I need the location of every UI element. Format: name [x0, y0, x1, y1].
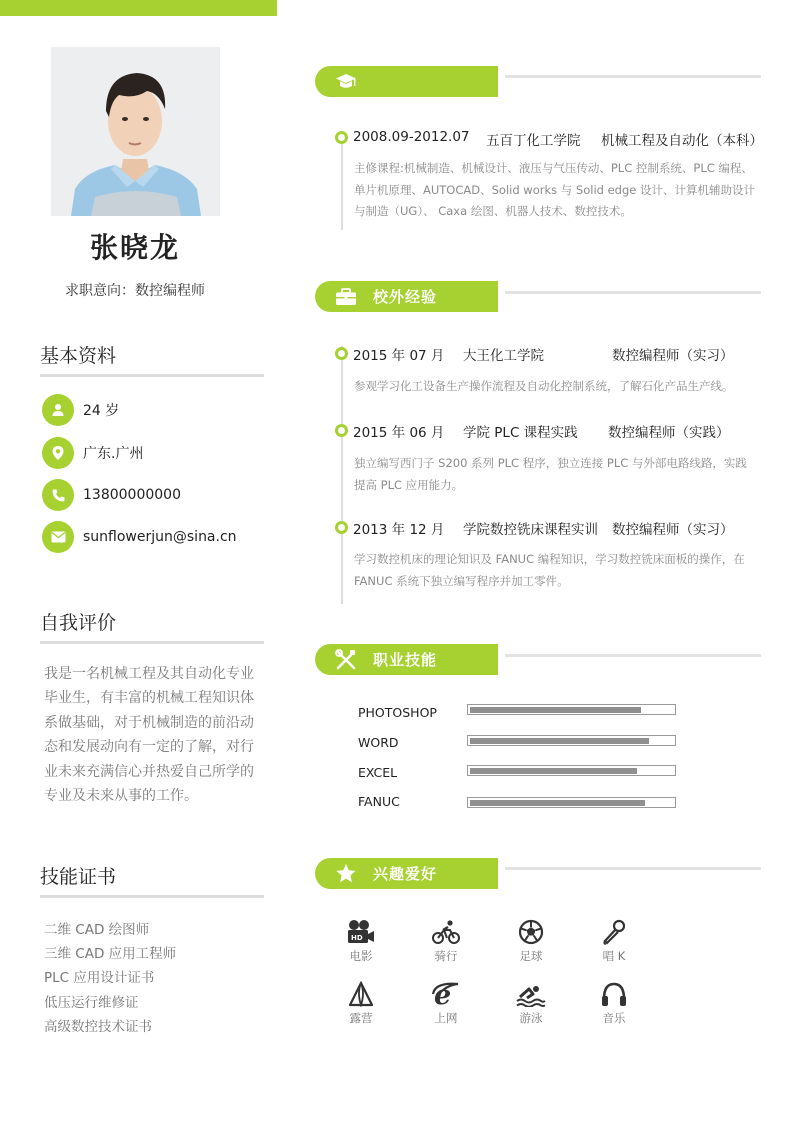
job-intention-value: 数控编程师 — [135, 283, 205, 299]
bicycle-icon — [421, 915, 471, 945]
hobby-label: 音乐 — [602, 1011, 626, 1025]
skills-section-line — [505, 654, 761, 657]
hobby-label: 唱 K — [602, 949, 626, 963]
info-phone — [42, 479, 181, 511]
hobby-label: 露营 — [349, 1011, 373, 1025]
top-accent-bar — [0, 0, 277, 16]
certificates-heading: 技能证书 — [40, 862, 264, 898]
briefcase-icon — [331, 284, 361, 310]
self-eval-text: 我是一名机械工程及其自动化专业毕业生，有丰富的机械工程知识体系做基础，对于机械制造的前沿动态和发展动向有一定的了解，对行业未来充满信心并热爱自己所学的专业及未来从事的工作。 — [44, 666, 254, 805]
certificate-list — [44, 918, 176, 1039]
experience-org: 大王化工学院 — [463, 348, 544, 364]
hobby-label: 上网 — [434, 1011, 458, 1025]
person-icon — [42, 394, 74, 426]
star-icon — [331, 861, 361, 887]
education-major: 机械工程及自动化（本科） — [601, 133, 763, 149]
skill-bar-fill — [470, 768, 637, 774]
skill-bar-fill — [470, 707, 641, 713]
experience-description: 独立编写西门子 S200 系列 PLC 程序，独立连接 PLC 与外部电路线路，实践提高 PLC 应用能力。 — [354, 456, 747, 492]
job-intention — [0, 280, 270, 300]
svg-text:e: e — [434, 981, 452, 1007]
hobby-item — [589, 977, 639, 1026]
education-description: 主修课程:机械制造、机械设计、液压与气压传动、PLC 控制系统、PLC 编程、单片机原理、AUTOCAD、Solid works 与 Solid edge 设计、计算机辅助设计与制造（UG）、 Caxa 绘图、机器人技术、数控技术。 — [354, 161, 756, 218]
skill-name: FANUC — [358, 794, 400, 809]
skill-bar — [467, 704, 676, 715]
hobbies-section-line — [505, 867, 761, 870]
movie-camera-icon — [336, 915, 386, 945]
info-email — [42, 521, 237, 553]
headphones-icon — [589, 977, 639, 1007]
experience-date: 2015 年 06 月 — [353, 425, 445, 441]
hobby-item — [336, 915, 386, 964]
experience-org: 学院 PLC 课程实践 — [463, 425, 578, 441]
hobby-item — [336, 977, 386, 1026]
experience-timeline — [341, 346, 343, 604]
skills-section-title: 职业技能 — [373, 651, 438, 669]
education-timeline — [341, 131, 343, 230]
experience-date: 2013 年 12 月 — [353, 522, 445, 538]
hobby-label: 足球 — [519, 949, 543, 963]
experience-role: 数控编程师（实习） — [612, 348, 734, 364]
hobby-label: 骑行 — [434, 949, 458, 963]
certificate-item: PLC 应用设计证书 — [44, 970, 155, 987]
skill-bar — [467, 735, 676, 746]
mail-icon — [42, 521, 74, 553]
self-eval-heading: 自我评价 — [40, 608, 264, 644]
skills-section-tab — [315, 644, 498, 675]
profile-photo — [51, 47, 220, 216]
certificate-item: 三维 CAD 应用工程师 — [44, 946, 177, 963]
hobbies-section-title: 兴趣爱好 — [373, 865, 438, 883]
candidate-name: 张晓龙 — [89, 231, 180, 264]
phone-icon — [42, 479, 74, 511]
info-email-text: sunflowerjun@sina.cn — [83, 529, 237, 545]
tools-icon — [331, 647, 361, 673]
experience-description: 参观学习化工设备生产操作流程及自动化控制系统，了解石化产品生产线。 — [354, 379, 734, 393]
experience-date: 2015 年 07 月 — [353, 348, 445, 364]
timeline-dot — [335, 521, 348, 534]
hobbies-section-tab — [315, 858, 498, 889]
certificate-item: 高级数控技术证书 — [44, 1018, 152, 1035]
skill-name: WORD — [358, 735, 399, 750]
hobby-item — [421, 977, 471, 1026]
experience-section-title: 校外经验 — [373, 288, 438, 306]
swimmer-icon — [506, 977, 556, 1007]
skill-bar-fill — [470, 800, 645, 806]
job-intention-label: 求职意向： — [65, 283, 135, 299]
graduation-cap-icon — [331, 69, 361, 95]
skill-bar-fill — [470, 738, 650, 744]
location-pin-icon — [42, 437, 74, 469]
profile-photo-illustration — [51, 47, 220, 216]
certificate-item: 低压运行维修证 — [44, 994, 139, 1011]
skill-name: EXCEL — [358, 765, 398, 780]
education-section-tab — [315, 66, 498, 97]
education-school: 五百丁化工学院 — [486, 133, 581, 149]
hobby-item — [506, 915, 556, 964]
education-section-line — [505, 75, 761, 78]
hobby-item — [421, 915, 471, 964]
hobby-label: 电影 — [349, 949, 373, 963]
experience-description: 学习数控机床的理论知识及 FANUC 编程知识，学习数控铣床面板的操作，在 FANUC 系统下独立编写程序并加工零件。 — [354, 552, 745, 588]
experience-org: 学院数控铣床课程实训 — [463, 522, 598, 538]
experience-role: 数控编程师（实习） — [612, 522, 734, 538]
hobby-label: 游泳 — [519, 1011, 543, 1025]
experience-section-tab — [315, 281, 498, 312]
info-phone-text: 13800000000 — [83, 487, 181, 503]
hobby-item — [589, 915, 639, 964]
internet-explorer-icon — [421, 977, 471, 1007]
info-location — [42, 437, 143, 469]
info-age-text: 24 岁 — [83, 403, 120, 419]
experience-section-line — [505, 291, 761, 294]
certificate-item: 二维 CAD 绘图师 — [44, 922, 150, 938]
skill-bar — [467, 797, 676, 808]
education-date: 2008.09-2012.07 — [353, 129, 470, 145]
timeline-dot — [335, 347, 348, 360]
tent-icon — [336, 977, 386, 1007]
timeline-dot — [335, 131, 348, 144]
hobby-item — [506, 977, 556, 1026]
basic-info-heading: 基本资料 — [40, 341, 264, 377]
timeline-dot — [335, 424, 348, 437]
skill-name: PHOTOSHOP — [358, 705, 437, 720]
skill-bar — [467, 765, 676, 776]
microphone-icon — [589, 915, 639, 945]
experience-role: 数控编程师（实践） — [608, 425, 730, 441]
soccer-ball-icon — [506, 915, 556, 945]
info-age — [42, 394, 119, 426]
svg-text:HD: HD — [351, 934, 363, 942]
info-location-text: 广东.广州 — [83, 446, 144, 462]
